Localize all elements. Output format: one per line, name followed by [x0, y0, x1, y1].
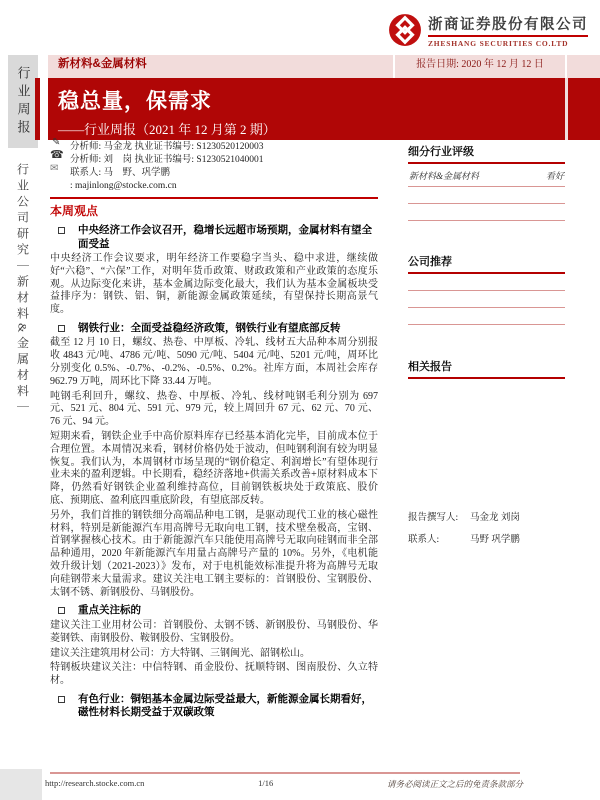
report-subtitle: ——行业周报（2021 年 12 月第 2 期）: [58, 122, 276, 137]
empty-company-row: [408, 274, 565, 291]
sidebar-spacer: [408, 221, 565, 253]
title-bar-right-segment: [568, 78, 600, 140]
category-vertical-label: 行业公司研究｜新材料&金属材料｜: [15, 163, 30, 417]
title-bar-main: [48, 78, 565, 140]
bullet-item: [50, 604, 378, 618]
report-contact-row: [408, 531, 565, 545]
square-bullet-icon: [58, 696, 65, 703]
rating-value: 看好: [545, 171, 564, 181]
sector-label: 新材料&金属材料: [58, 58, 147, 70]
paragraph: 吨钢毛利回升，螺纹、热卷、中厚板、冷轧、线材吨钢毛利分别为 697 元、521 元、804 元、591 元、979 元，较上周回升 67 元、62 元、70 元、76 元、94 元。: [50, 390, 378, 428]
paragraph: 特钢板块建议关注：中信特钢、甬金股份、抚顺特钢、图南股份、久立特材。: [50, 662, 378, 687]
paragraph: 短期来看，钢铁企业手中高价原料库存已经基本消化完毕，目前成本位于合理位置。本周情况来看，钢材价格仍处于波动，但吨钢利润有较为明显恢复。我们认为，本周钢材市场呈现的“钢价稳定、利润增长”有望体现行业未来的盈利逻辑。中长期看，稳经济落地+供需关系改善+原材料成本下降，仍然看好钢铁企业盈利维持高位，目前钢铁板块处于政策底、股价底、预期底、盈利底四重底阶段，有望底部反转。: [50, 431, 378, 507]
sidebar-spacer: [408, 379, 565, 509]
email-row[interactable]: : majinlong@stocke.com.cn: [70, 181, 177, 191]
empty-rating-row: [408, 204, 565, 221]
category-vertical-tab: [8, 163, 38, 493]
analyst-row: 分析师: 刘 岗 执业证书编号: S1230521040001: [70, 155, 264, 165]
bullet-title: 钢铁行业：全面受益稳经济政策，钢铁行业有望底部反转: [78, 321, 341, 334]
report-title: 稳总量，保需求: [58, 90, 212, 113]
weekly-view-heading: 本周观点: [50, 204, 99, 218]
zheshang-logo-icon: [388, 13, 422, 47]
industry-rating-heading: 细分行业评级: [408, 143, 565, 164]
band-spacer: [567, 55, 600, 78]
contact-row: 联系人: 马 野、巩学鹏: [70, 168, 171, 178]
footer-divider-line: [50, 772, 520, 774]
footer-disclaimer: 请务必阅读正文之后的免责条款部分: [386, 779, 523, 789]
report-writer-row: [408, 509, 565, 523]
bullet-title: 有色行业：铜铝基本金属边际受益最大，新能源金属长期看好，磁性材料长期受益于双碳政策: [78, 692, 372, 719]
envelope-icon: ✉: [50, 163, 59, 174]
bullet-title: 重点关注标的: [78, 604, 141, 617]
square-bullet-icon: [58, 607, 65, 614]
rating-industry-name: 新材料&金属材料: [409, 171, 480, 181]
empty-company-row: [408, 308, 565, 325]
company-logo: [388, 9, 598, 51]
paragraph: 另外，我们首推的钢铁细分高端品种电工钢，是驱动现代工业的核心磁性材料，特别是新能源汽车用高牌号无取向电工钢，技术壁垒极高，宝钢、首钢掌握核心技术。由于新能源汽车只能使用高牌号无取向硅钢而非全部品种通用，2020 年新能源汽车用量占高牌号产量的 10%。另外，《电机能效升级计划（2021-2023）》发布，对于电机能效标准提升将为高牌号无取向硅钢带来大量需求。建议关注电工钢主要标的：首钢股份、宝钢股份、太钢不锈、新钢股份、马钢股份。: [50, 509, 378, 598]
bullet-item: [50, 693, 378, 720]
red-accent-bar: [35, 78, 40, 140]
footer-page-number: 1/16: [258, 778, 274, 788]
contact-label: 联系人:: [408, 535, 440, 545]
footer-research-url[interactable]: http://research.stocke.com.cn: [45, 778, 145, 788]
paragraph: 中央经济工作会议要求，明年经济工作要稳字当头、稳中求进，继续做好“六稳”、“六保”工作，对明年货币政策、财政政策和产业政策的态度乐观。从边际变化来讲，基本金属边际变化最大，我们认为基本金属板块受益排序为：钢铁、铝、铜，新能源金属政策延续，有望保持长期高景气度。: [50, 253, 378, 316]
pencil-icon: ✎: [52, 137, 61, 148]
paragraph: 建议关注工业用材公司：首钢股份、太钢不锈、新钢股份、马钢股份、华菱钢铁、南钢股份、鞍钢股份、宝钢股份。: [50, 619, 378, 644]
bullet-item: [50, 322, 378, 336]
company-recommend-heading: 公司推荐: [408, 253, 565, 274]
footer: [45, 778, 523, 790]
related-reports-heading: 相关报告: [408, 358, 565, 379]
right-sidebar: [408, 143, 565, 553]
company-name-en: ZHESHANG SECURITIES CO.LTD: [428, 38, 569, 48]
contact-names: 马野 巩学鹏: [470, 535, 520, 545]
writer-names: 马金龙 刘岗: [470, 513, 520, 523]
main-content: [50, 137, 378, 722]
writer-label: 报告撰写人:: [408, 513, 459, 523]
empty-rating-row: [408, 187, 565, 204]
report-type-vertical-tab: [8, 55, 38, 148]
sidebar-spacer: [408, 325, 565, 358]
analyst-block: [50, 137, 378, 193]
empty-company-row: [408, 291, 565, 308]
analyst-row: 分析师: 马金龙 执业证书编号: S1230520120003: [70, 142, 264, 152]
title-bar: [48, 78, 600, 140]
square-bullet-icon: [58, 227, 65, 234]
bullet-title: 中央经济工作会议召开，稳增长远超市场预期，金属材料有望全面受益: [78, 224, 372, 250]
paragraph: 截至 12 月 10 日，螺纹、热卷、中厚板、冷轧、线材五大品种本周分别报收 4843 元/吨、4786 元/吨、5090 元/吨、5404 元/吨、5201 元/吨，周环比分别变化 0.5%、-0.7%、-0.2%、-0.5%、0.2%。社库方面，本周社会库存 962.79 万吨，周环比下降 33.44 万吨。: [50, 337, 378, 387]
report-type-vertical-label: 行业周报: [15, 65, 31, 138]
footer-gray-box: [0, 769, 42, 800]
report-date: 报告日期: 2020 年 12 月 12 日: [416, 59, 544, 70]
bullet-item: [50, 224, 378, 251]
phone-icon: ☎: [50, 149, 64, 161]
square-bullet-icon: [58, 325, 65, 332]
section-divider: [50, 197, 378, 199]
industry-rating-row: [408, 164, 565, 187]
sector-band: [48, 55, 600, 78]
paragraph: 建议关注建筑用材公司：方大特钢、三钢闽光、韶钢松山。: [50, 647, 310, 659]
company-name-cn: 浙商证券股份有限公司: [428, 13, 588, 37]
